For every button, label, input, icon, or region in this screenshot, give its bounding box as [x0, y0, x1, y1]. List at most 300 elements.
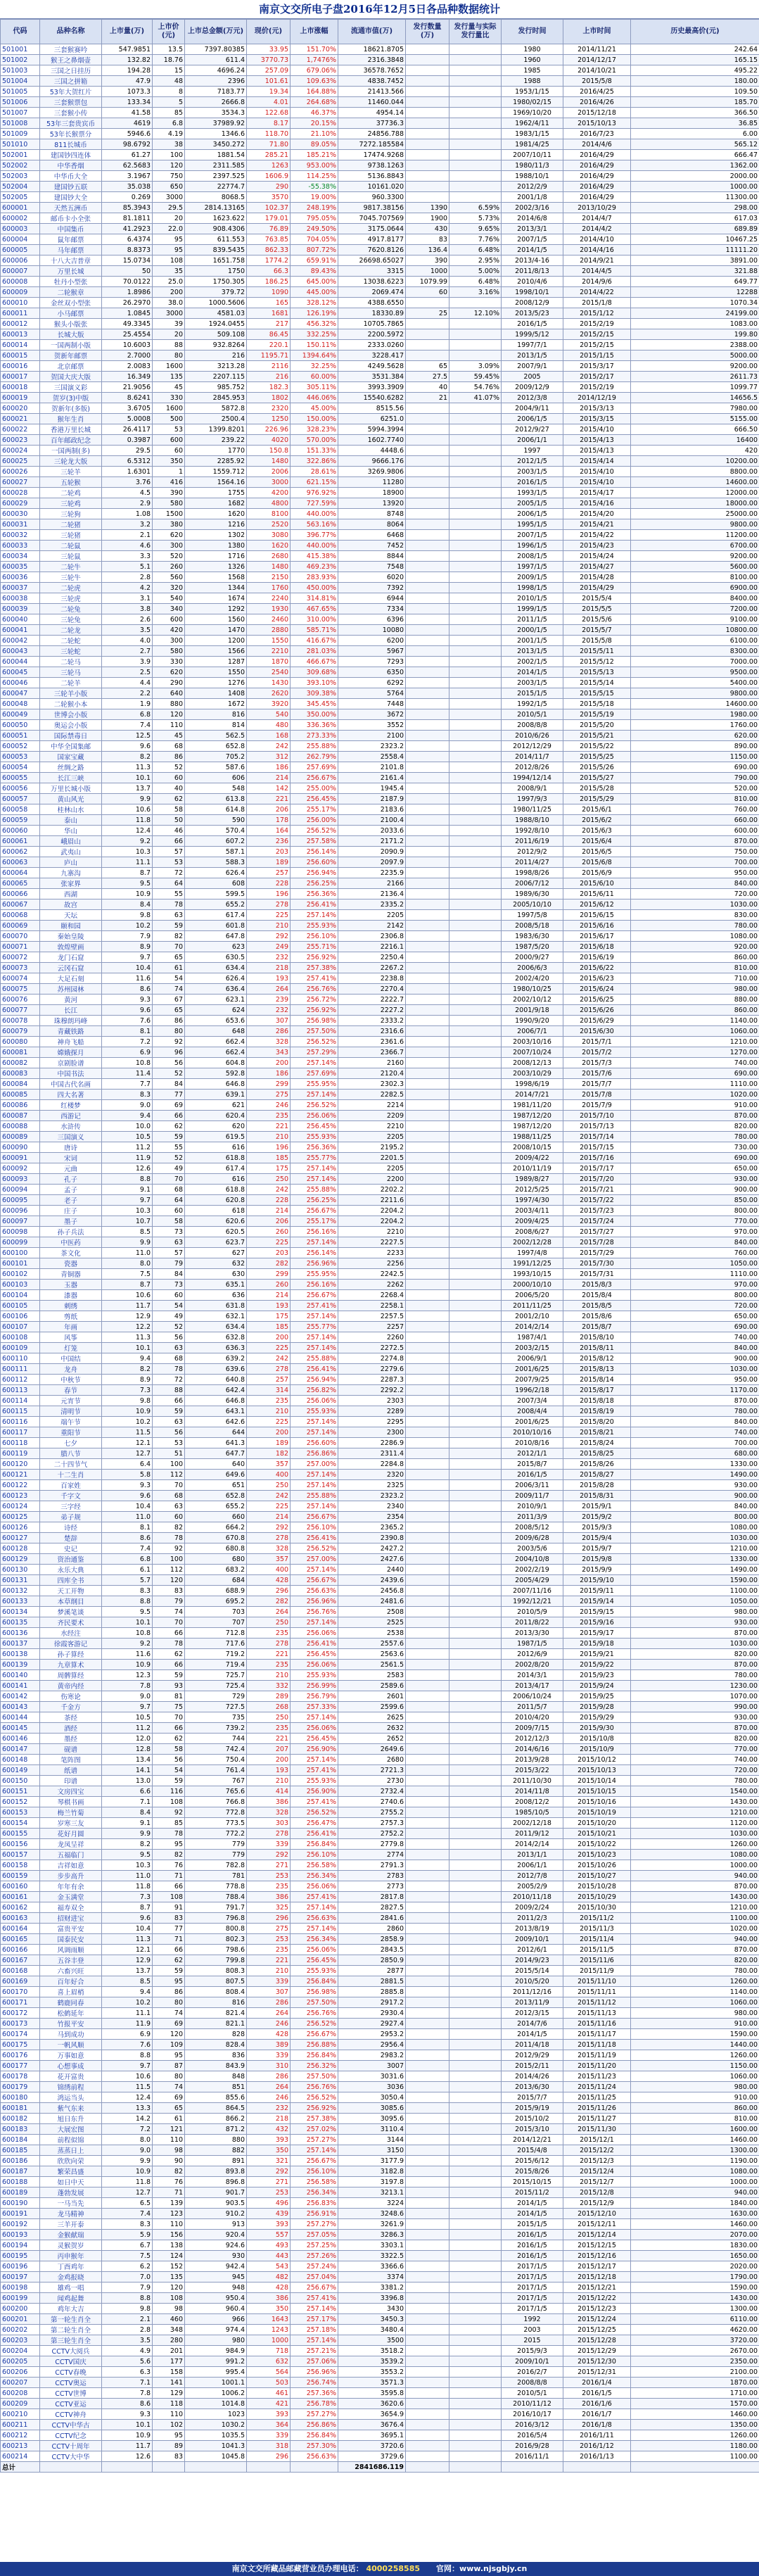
table-cell: 296	[247, 2451, 291, 2462]
table-row[interactable]	[1, 636, 759, 646]
table-cell: 1570.00	[631, 2399, 759, 2409]
table-row[interactable]	[1, 1892, 759, 1902]
table-row[interactable]	[1, 2177, 759, 2187]
table-row[interactable]	[1, 1639, 759, 1649]
table-cell: 600051	[1, 731, 40, 741]
table-row[interactable]	[1, 2082, 759, 2092]
table-row[interactable]	[1, 498, 759, 509]
table-row[interactable]	[1, 182, 759, 192]
table-row[interactable]	[1, 2061, 759, 2071]
table-row[interactable]	[1, 108, 759, 118]
table-row[interactable]	[1, 255, 759, 266]
table-row[interactable]	[1, 857, 759, 868]
table-row[interactable]	[1, 1332, 759, 1343]
table-row[interactable]	[1, 393, 759, 403]
table-row[interactable]	[1, 1375, 759, 1385]
table-row[interactable]	[1, 2430, 759, 2441]
table-row[interactable]	[1, 1353, 759, 1364]
table-cell: 1590.00	[631, 2029, 759, 2040]
table-cell: 2015/5/5	[563, 604, 631, 614]
table-row[interactable]	[1, 1026, 759, 1037]
table-row[interactable]	[1, 2230, 759, 2240]
table-row[interactable]	[1, 1195, 759, 1206]
table-cell: 1000.00	[631, 182, 759, 192]
table-row[interactable]	[1, 1744, 759, 1755]
table-row[interactable]	[1, 1459, 759, 1470]
table-cell: 54	[153, 1301, 185, 1311]
table-row[interactable]	[1, 403, 759, 414]
table-row[interactable]	[1, 2388, 759, 2399]
table-row[interactable]	[1, 836, 759, 847]
table-row[interactable]	[1, 118, 759, 129]
table-row[interactable]	[1, 203, 759, 213]
table-row[interactable]	[1, 657, 759, 667]
table-row[interactable]	[1, 1776, 759, 1786]
table-row[interactable]	[1, 1945, 759, 1955]
table-row[interactable]	[1, 562, 759, 572]
table-row[interactable]	[1, 361, 759, 372]
table-row[interactable]	[1, 308, 759, 319]
table-row[interactable]	[1, 1417, 759, 1427]
table-row[interactable]	[1, 1934, 759, 1945]
table-row[interactable]	[1, 2124, 759, 2135]
table-row[interactable]	[1, 804, 759, 815]
table-row[interactable]	[1, 604, 759, 614]
table-row[interactable]	[1, 1090, 759, 1100]
table-row[interactable]	[1, 2114, 759, 2124]
table-row[interactable]	[1, 1512, 759, 1522]
table-row[interactable]	[1, 1734, 759, 1744]
table-row[interactable]	[1, 1068, 759, 1079]
table-row[interactable]	[1, 87, 759, 97]
table-row[interactable]	[1, 541, 759, 551]
table-row[interactable]	[1, 1121, 759, 1132]
table-cell: 257.14%	[291, 1343, 338, 1353]
table-row[interactable]	[1, 942, 759, 952]
table-row[interactable]	[1, 1860, 759, 1871]
table-cell: 2015/1/8	[563, 298, 631, 308]
table-cell: 1998/8/26	[502, 868, 563, 878]
table-row[interactable]	[1, 1966, 759, 1976]
table-row[interactable]	[1, 76, 759, 87]
contact-text: 南京文交所藏品邮藏营业员办理电话：	[231, 2564, 364, 2573]
table-row[interactable]	[1, 1237, 759, 1248]
table-row[interactable]	[1, 2293, 759, 2304]
table-cell: 53年三套贵宾币	[40, 118, 102, 129]
table-cell: 九寨沟	[40, 868, 102, 878]
table-row[interactable]	[1, 1448, 759, 1459]
table-row[interactable]	[1, 2261, 759, 2272]
table-row[interactable]	[1, 1258, 759, 1269]
table-cell	[406, 678, 449, 688]
table-row[interactable]	[1, 551, 759, 562]
table-row[interactable]	[1, 2272, 759, 2283]
table-row[interactable]	[1, 1163, 759, 1174]
table-row[interactable]	[1, 446, 759, 456]
table-cell: 三轮猪	[40, 530, 102, 541]
table-cell: 587.6	[185, 762, 247, 773]
table-row[interactable]	[1, 1153, 759, 1163]
table-row[interactable]	[1, 1723, 759, 1734]
table-row[interactable]	[1, 952, 759, 963]
column-header: 发行时间	[502, 20, 563, 44]
table-row[interactable]	[1, 329, 759, 340]
table-row[interactable]	[1, 2451, 759, 2462]
table-row[interactable]	[1, 234, 759, 245]
table-row[interactable]	[1, 1871, 759, 1881]
table-row[interactable]	[1, 593, 759, 604]
table-row[interactable]	[1, 2209, 759, 2219]
table-row[interactable]	[1, 1290, 759, 1301]
table-row[interactable]	[1, 678, 759, 688]
table-cell: 1760	[247, 583, 291, 593]
table-row[interactable]	[1, 1480, 759, 1491]
table-row[interactable]	[1, 372, 759, 382]
table-cell	[406, 1533, 449, 1543]
table-row[interactable]	[1, 826, 759, 836]
table-row[interactable]	[1, 2008, 759, 2019]
table-row[interactable]	[1, 709, 759, 720]
table-row[interactable]	[1, 995, 759, 1005]
table-cell: 502001	[1, 150, 40, 160]
empty-cell	[563, 2462, 631, 2473]
table-cell	[406, 1765, 449, 1776]
table-cell: 1500	[153, 509, 185, 519]
table-row[interactable]	[1, 984, 759, 995]
table-cell: 三轮鸡	[40, 498, 102, 509]
table-row[interactable]	[1, 1987, 759, 1997]
table-row[interactable]	[1, 1691, 759, 1702]
table-cell: 780.00	[631, 1776, 759, 1786]
table-row[interactable]	[1, 1132, 759, 1142]
table-cell: 290	[153, 678, 185, 688]
table-cell: 1992	[502, 2314, 563, 2325]
table-row[interactable]	[1, 1607, 759, 1617]
table-cell: 2015/11/16	[563, 2019, 631, 2029]
table-cell: 780.00	[631, 1966, 759, 1976]
table-row[interactable]	[1, 646, 759, 657]
table-row[interactable]	[1, 1649, 759, 1660]
table-cell: 235	[247, 1881, 291, 1892]
table-row[interactable]	[1, 298, 759, 308]
table-row[interactable]	[1, 2283, 759, 2293]
table-row[interactable]	[1, 973, 759, 984]
table-row[interactable]	[1, 572, 759, 583]
table-row[interactable]	[1, 2145, 759, 2156]
table-row[interactable]	[1, 467, 759, 477]
table-row[interactable]	[1, 2156, 759, 2166]
table-row[interactable]	[1, 752, 759, 762]
table-row[interactable]	[1, 2103, 759, 2114]
table-row[interactable]	[1, 2378, 759, 2388]
table-cell: 千金方	[40, 1702, 102, 1712]
table-row[interactable]	[1, 1797, 759, 1807]
table-row[interactable]	[1, 1111, 759, 1121]
table-cell: 1568	[185, 572, 247, 583]
table-row[interactable]	[1, 1343, 759, 1353]
table-row[interactable]	[1, 1839, 759, 1850]
table-row[interactable]	[1, 456, 759, 467]
table-row[interactable]	[1, 435, 759, 446]
table-row[interactable]	[1, 530, 759, 541]
table-row[interactable]	[1, 1364, 759, 1375]
table-row[interactable]	[1, 1280, 759, 1290]
table-cell	[449, 562, 502, 572]
table-row[interactable]	[1, 2166, 759, 2177]
table-row[interactable]	[1, 277, 759, 287]
table-row[interactable]	[1, 192, 759, 203]
table-row[interactable]	[1, 1543, 759, 1554]
table-row[interactable]	[1, 2071, 759, 2082]
table-row[interactable]	[1, 2335, 759, 2346]
table-row[interactable]	[1, 171, 759, 182]
table-cell: 414	[247, 1786, 291, 1797]
table-row[interactable]	[1, 1016, 759, 1026]
table-row[interactable]	[1, 55, 759, 65]
table-cell: 71	[153, 2187, 185, 2198]
table-row[interactable]	[1, 720, 759, 731]
table-row[interactable]	[1, 319, 759, 329]
table-cell: 福寿双全	[40, 1902, 102, 1913]
table-row[interactable]	[1, 213, 759, 224]
table-row[interactable]	[1, 150, 759, 160]
table-row[interactable]	[1, 1755, 759, 1765]
table-row[interactable]	[1, 2135, 759, 2145]
table-row[interactable]	[1, 1470, 759, 1480]
table-row[interactable]	[1, 245, 759, 255]
table-row[interactable]	[1, 794, 759, 804]
table-row[interactable]	[1, 2219, 759, 2230]
table-row[interactable]	[1, 224, 759, 234]
table-row[interactable]	[1, 1248, 759, 1258]
table-row[interactable]	[1, 1301, 759, 1311]
table-row[interactable]	[1, 1058, 759, 1068]
table-row[interactable]	[1, 1533, 759, 1543]
table-row[interactable]	[1, 509, 759, 519]
table-row[interactable]	[1, 2409, 759, 2420]
table-row[interactable]	[1, 931, 759, 942]
table-row[interactable]	[1, 1765, 759, 1776]
table-row[interactable]	[1, 1881, 759, 1892]
table-row[interactable]	[1, 1142, 759, 1153]
website-link[interactable]: 官网：www.njsgbjy.cn	[436, 2564, 528, 2573]
table-cell: 600039	[1, 604, 40, 614]
table-row[interactable]	[1, 1079, 759, 1090]
table-row[interactable]	[1, 1206, 759, 1216]
table-row[interactable]	[1, 625, 759, 636]
table-row[interactable]	[1, 1427, 759, 1438]
table-row[interactable]	[1, 97, 759, 108]
table-row[interactable]	[1, 899, 759, 910]
table-cell: 9.5	[102, 1850, 153, 1860]
table-row[interactable]	[1, 1385, 759, 1396]
table-row[interactable]	[1, 2304, 759, 2314]
table-row[interactable]	[1, 1786, 759, 1797]
table-row[interactable]	[1, 688, 759, 699]
table-row[interactable]	[1, 2251, 759, 2261]
table-row[interactable]	[1, 2040, 759, 2050]
table-row[interactable]	[1, 1269, 759, 1280]
table-row[interactable]	[1, 1997, 759, 2008]
table-row[interactable]	[1, 699, 759, 709]
table-row[interactable]	[1, 2367, 759, 2378]
table-row[interactable]	[1, 1586, 759, 1596]
table-row[interactable]	[1, 65, 759, 76]
table-row[interactable]	[1, 1174, 759, 1185]
table-row[interactable]	[1, 762, 759, 773]
table-row[interactable]	[1, 2198, 759, 2209]
contact-phone[interactable]: 4000258585	[366, 2564, 421, 2573]
table-cell: 1180.00	[631, 2441, 759, 2451]
table-cell: 2015/6/18	[563, 942, 631, 952]
table-row[interactable]	[1, 2314, 759, 2325]
table-row[interactable]	[1, 1575, 759, 1586]
table-cell: 415.38%	[291, 551, 338, 562]
table-row[interactable]	[1, 2187, 759, 2198]
table-row[interactable]	[1, 1311, 759, 1322]
table-cell: 4.19	[153, 129, 185, 139]
table-row[interactable]	[1, 382, 759, 393]
table-row[interactable]	[1, 1681, 759, 1691]
table-cell: 600046	[1, 678, 40, 688]
table-row[interactable]	[1, 2420, 759, 2430]
table-row[interactable]	[1, 488, 759, 498]
table-row[interactable]	[1, 847, 759, 857]
table-row[interactable]	[1, 2441, 759, 2451]
table-row[interactable]	[1, 1702, 759, 1712]
table-row[interactable]	[1, 963, 759, 973]
table-row[interactable]	[1, 731, 759, 741]
table-row[interactable]	[1, 741, 759, 752]
table-row[interactable]	[1, 424, 759, 435]
table-row[interactable]	[1, 1522, 759, 1533]
table-row[interactable]	[1, 910, 759, 921]
table-cell	[449, 44, 502, 55]
table-row[interactable]	[1, 878, 759, 889]
table-row[interactable]	[1, 1185, 759, 1195]
table-cell: 29.5	[153, 203, 185, 213]
table-cell: 2015/12/11	[563, 2219, 631, 2230]
table-row[interactable]	[1, 773, 759, 783]
table-row[interactable]	[1, 1850, 759, 1860]
table-cell: 大展宏图	[40, 2124, 102, 2135]
table-cell: 750.4	[185, 1755, 247, 1765]
table-cell: 46.37%	[291, 108, 338, 118]
table-row[interactable]	[1, 614, 759, 625]
table-row[interactable]	[1, 2029, 759, 2040]
table-row[interactable]	[1, 1554, 759, 1565]
table-row[interactable]	[1, 1913, 759, 1924]
table-cell: 235	[247, 1723, 291, 1734]
table-cell: 6.5312	[102, 456, 153, 467]
table-row[interactable]	[1, 1712, 759, 1723]
table-row[interactable]	[1, 1501, 759, 1512]
table-cell: 11.0	[102, 1871, 153, 1881]
table-row[interactable]	[1, 1047, 759, 1058]
table-row[interactable]	[1, 1660, 759, 1670]
table-cell: 620	[153, 667, 185, 678]
table-cell: 2009/6/28	[502, 1533, 563, 1543]
table-cell: 109.50	[631, 87, 759, 97]
table-row[interactable]	[1, 266, 759, 277]
table-cell: 256.67%	[291, 2283, 338, 2293]
table-cell: 257.26%	[291, 2251, 338, 2261]
table-row[interactable]	[1, 1976, 759, 1987]
table-cell: 600009	[1, 287, 40, 298]
table-row[interactable]	[1, 1807, 759, 1818]
table-row[interactable]	[1, 1406, 759, 1417]
table-row[interactable]	[1, 921, 759, 931]
table-row[interactable]	[1, 667, 759, 678]
table-row[interactable]	[1, 1902, 759, 1913]
table-row[interactable]	[1, 2050, 759, 2061]
table-row[interactable]	[1, 414, 759, 424]
table-row[interactable]	[1, 889, 759, 899]
table-cell: 120	[153, 160, 185, 171]
table-row[interactable]	[1, 1818, 759, 1829]
table-row[interactable]	[1, 783, 759, 794]
table-cell: 600006	[1, 255, 40, 266]
table-row[interactable]	[1, 2092, 759, 2103]
table-cell: 3366.6	[338, 2261, 406, 2272]
table-row[interactable]	[1, 139, 759, 150]
table-row[interactable]	[1, 1100, 759, 1111]
table-row[interactable]	[1, 129, 759, 139]
table-row[interactable]	[1, 1491, 759, 1501]
table-row[interactable]	[1, 287, 759, 298]
table-cell: 2214	[338, 1100, 406, 1111]
table-row[interactable]	[1, 477, 759, 488]
table-row[interactable]	[1, 868, 759, 878]
table-row[interactable]	[1, 583, 759, 593]
table-row[interactable]	[1, 1005, 759, 1016]
table-cell	[449, 1702, 502, 1712]
table-row[interactable]	[1, 2399, 759, 2409]
table-row[interactable]	[1, 351, 759, 361]
table-cell: 257.14%	[291, 1902, 338, 1913]
table-row[interactable]	[1, 160, 759, 171]
table-cell: 2.6	[102, 614, 153, 625]
table-row[interactable]	[1, 2019, 759, 2029]
table-row[interactable]	[1, 340, 759, 351]
table-row[interactable]	[1, 1596, 759, 1607]
table-row[interactable]	[1, 1396, 759, 1406]
table-row[interactable]	[1, 1955, 759, 1966]
table-row[interactable]	[1, 2356, 759, 2367]
table-row[interactable]	[1, 2325, 759, 2335]
table-cell: 725.7	[185, 1670, 247, 1681]
table-row[interactable]	[1, 1227, 759, 1237]
table-row[interactable]	[1, 2346, 759, 2356]
table-cell: 2005	[502, 372, 563, 382]
table-row[interactable]	[1, 1670, 759, 1681]
table-row[interactable]	[1, 1617, 759, 1628]
table-row[interactable]	[1, 2240, 759, 2251]
table-row[interactable]	[1, 1924, 759, 1934]
table-row[interactable]	[1, 1438, 759, 1448]
table-row[interactable]	[1, 44, 759, 55]
table-cell: 3228.417	[338, 351, 406, 361]
table-cell: 12.7	[102, 1448, 153, 1459]
table-row[interactable]	[1, 1216, 759, 1227]
table-row[interactable]	[1, 1829, 759, 1839]
table-row[interactable]	[1, 519, 759, 530]
table-row[interactable]	[1, 1565, 759, 1575]
table-row[interactable]	[1, 1628, 759, 1639]
table-row[interactable]	[1, 1322, 759, 1332]
table-row[interactable]	[1, 815, 759, 826]
table-row[interactable]	[1, 1037, 759, 1047]
